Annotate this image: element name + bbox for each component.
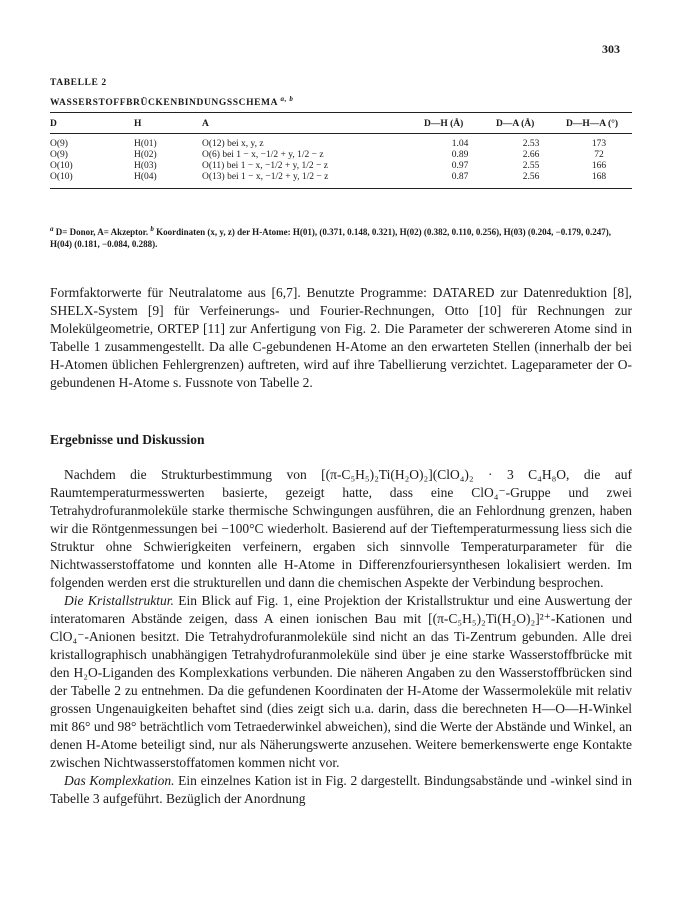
header-d-h-distance: D—H (Å) (424, 113, 496, 134)
cell-acceptor: O(12) bei x, y, z (202, 139, 264, 149)
paragraph-text: Formfaktorwerte für Neutralatome aus [6,7]. Benutzte Programme: DATARED zur Datenreduktion [8], SHELX-System [9] für Verfeinerungs- und Fourier-Rechnungen, Otto [10] für Rechnungen zur Molekülgeometrie, ORTEP [11] zur Anfertigung von Fig. 2. Die Parameter der schwereren Atome sind in Tabelle 1 zusammengestellt. Da alle C-gebundenen H-Atome an den erwarteten Stellen (innerhalb der bei H-Atomen üblichen Fehlergrenzen) auftreten, wird auf ihre Tabellierung verzichtet. Lageparameter der O-gebundenen H-Atome s. Fussnote von Tabelle 2. (50, 285, 632, 390)
cell-hydrogen: H(04) (134, 172, 202, 189)
header-d-a-distance: D—A (Å) (496, 113, 566, 134)
table-row (50, 134, 632, 151)
header-acceptor: A (202, 113, 424, 134)
cell-donor: O(9) (50, 139, 68, 149)
header-hydrogen: H (134, 113, 202, 134)
cell-d-h: 1.04 (451, 139, 469, 149)
table-title-footnote-marks: a, b (280, 95, 294, 103)
header-donor: D (50, 113, 134, 134)
cell-donor: O(10) (50, 161, 73, 171)
cell-hydrogen: H(02) (134, 150, 157, 160)
table-title: WASSERSTOFFBRÜCKENBINDUNGSSCHEMA $^{a, b}$ (50, 95, 294, 109)
cell-acceptor: O(6) bei 1 − x, −1/2 + y, 1/2 − z (202, 150, 324, 160)
cell-d-a: 2.55 (522, 161, 540, 171)
intro-paragraph (50, 284, 632, 392)
table-row (50, 161, 632, 172)
cell-hydrogen: H(01) (134, 139, 157, 149)
hydrogen-bond-table (50, 112, 632, 189)
table-caption (50, 75, 293, 111)
paragraph-text: Ein einzelnes Kation ist in Fig. 2 dargestellt. Bindungsabstände und -winkel sind in Tabelle 3 aufgeführt. Bezüglich der Anordnung (50, 773, 632, 806)
cell-angle: 166 (591, 161, 607, 171)
table-footnote (50, 223, 630, 250)
footnote-b-mark: b (150, 225, 154, 233)
cell-d-a: 2.66 (522, 150, 540, 160)
cell-acceptor: O(11) bei 1 − x, −1/2 + y, 1/2 − z (202, 161, 329, 171)
table-label: TABELLE 2 (50, 78, 107, 88)
cell-d-a: 2.53 (522, 139, 540, 149)
cell-d-a: 2.56 (496, 172, 566, 189)
page-number: 303 (602, 42, 620, 56)
paragraph-complex-cation (50, 772, 632, 808)
cell-d-h: 0.89 (451, 150, 469, 160)
section-heading: Ergebnisse und Diskussion (50, 432, 205, 447)
cell-angle: 72 (594, 150, 604, 160)
table-header-row (50, 113, 632, 134)
paragraph-text: Ein Blick auf Fig. 1, eine Projektion der Kristallstruktur und eine Auswertung der interatomaren Abstände zeigen, dass A einen ionischen Bau mit [(π-C₅H₅)₂Ti(H₂O)₂]²⁺-Kationen und ClO₄⁻-Anionen besitzt. Die Tetrahydrofuranmoleküle sind nicht an das Ti-Zentrum gebunden. Alle drei kristallographisch unabhängigen Tetrahydrofuranmoleküle sind über je eine starke Wasserstoffbrücke mit den H₂O-Liganden des Komplexkations verbunden. Die näheren Angaben zu den Wasserstoffbrücken sind der Tabelle 2 zu entnehmen. Da die gefundenen Koordinaten der H-Atome der Wassermoleküle mit relativ grossen Ungenauigkeiten behaftet sind (dies zeigt sich u.a. darin, dass die berechneten H—O—H-Winkel mit 86° und 98° beträchtlich vom Tetraederwinkel abweichen), sind die Werte der Abstände und Winkel, an denen H-Atome beteiligt sind, nur als Näherungswerte anzusehen. Weitere bemerkenswerte enge Kontakte zwischen Nichtwasserstoffatomen kommen nicht vor. (50, 593, 633, 770)
paragraph-crystal-structure (50, 592, 632, 772)
table-row (50, 172, 632, 189)
cell-d-h: 0.97 (451, 161, 469, 171)
results-text (50, 466, 632, 808)
cell-donor: O(10) (50, 172, 134, 189)
cell-acceptor: O(13) bei 1 − x, −1/2 + y, 1/2 − z (202, 172, 424, 189)
table-row (50, 150, 632, 161)
cell-angle: 168 (566, 172, 632, 189)
paragraph-lead: Das Komplexkation. (64, 773, 175, 788)
footnote-b-text: Koordinaten (x, y, z) der H-Atome: H(01), (0.371, 0.148, 0.321), H(02) (0.382, 0.110, 0.256), H(03) (0.204, −0.179, 0.247), H(04) (0.181, −0.084, 0.288). (50, 227, 612, 249)
cell-donor: O(9) (50, 150, 68, 160)
paragraph-lead: Die Kristallstruktur. (64, 593, 174, 608)
footnote-a-text: D= Donor, A= Akzeptor. (55, 227, 149, 237)
header-d-h-a-angle: D—H—A (°) (566, 113, 632, 134)
footnote-a-mark: a (50, 225, 54, 233)
cell-d-h: 0.87 (424, 172, 496, 189)
cell-hydrogen: H(03) (134, 161, 157, 171)
paragraph-text: Nachdem die Strukturbestimmung von [(π-C₅H₅)₂Ti(H₂O)₂](ClO₄)₂ · 3 C₄H₈O, die auf Raumtemperaturmesswerten basierte, gezeigt hatte, dass eine ClO₄⁻-Gruppe und zwei Tetrahydrofuranmoleküle starke thermische Schwingungen ausführen, die an Fehlordnung grenzen, haben wir die Röntgenmessungen bei −100°C wiederholt. Basierend auf der Tieftemperaturmessung liess sich die Struktur ohne Schwierigkeiten verfeinern, ergaben sich sinnvolle Temperaturparameter für die Nichtwasserstoffatome und konnten alle H-Atome in Differenzfouriersynthesen lokalisiert werden. Im folgenden werden erst die strukturellen und dann die chemischen Aspekte der Verbindung besprochen. (50, 467, 632, 590)
cell-angle: 173 (591, 139, 607, 149)
